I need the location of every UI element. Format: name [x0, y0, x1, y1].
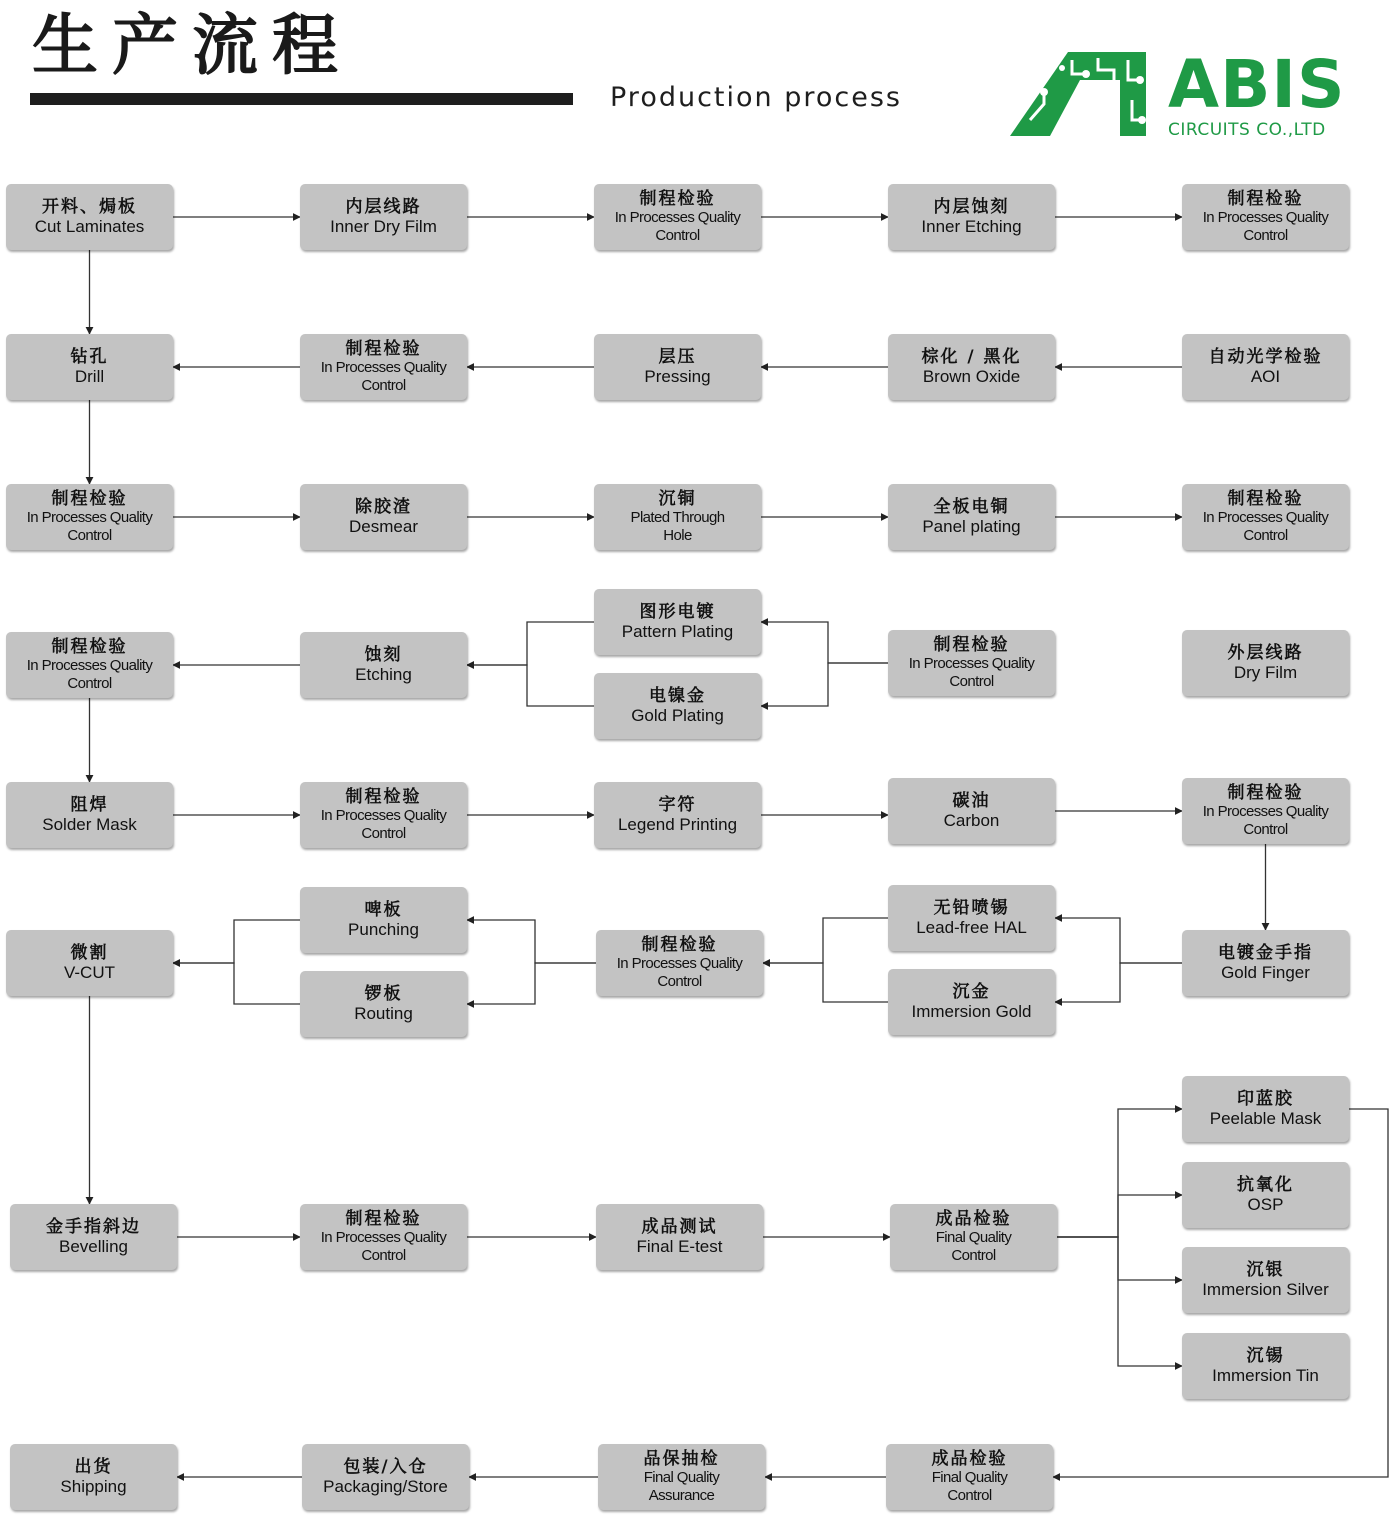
step-label-en: In Processes Quality Control — [614, 209, 741, 244]
flow-arrow-ipqc7-to-pattern — [761, 622, 888, 663]
step-label-en: Gold Finger — [1221, 963, 1310, 982]
process-step-immtin — [1182, 1333, 1349, 1399]
page-title-english: Production process — [610, 82, 902, 113]
step-label-cn: 成品测试 — [641, 1217, 718, 1237]
process-step-bevel — [10, 1204, 177, 1270]
flow-arrow-ipqc10-to-routing — [467, 963, 596, 1004]
step-label-cn: 棕化 / 黑化 — [921, 347, 1022, 367]
process-step-fqc2 — [886, 1444, 1053, 1510]
process-step-hal — [888, 885, 1055, 951]
step-label-en: In Processes Quality Control — [616, 955, 743, 990]
step-label-en: Final Quality Assurance — [643, 1469, 720, 1504]
step-label-en: In Processes Quality Control — [1202, 509, 1329, 544]
step-label-cn: 金手指斜边 — [46, 1217, 141, 1237]
step-label-en: Shipping — [60, 1477, 127, 1496]
step-label-en: Solder Mask — [42, 815, 137, 834]
step-label-cn: 制程检验 — [51, 489, 128, 509]
process-step-ipqc6 — [6, 632, 173, 698]
step-label-en: Peelable Mask — [1209, 1109, 1322, 1128]
step-label-en: In Processes Quality Control — [26, 657, 153, 692]
step-label-cn: 字符 — [658, 795, 697, 815]
step-label-en: Immersion Gold — [911, 1002, 1032, 1021]
flow-arrow-goldplate-to-etching — [467, 665, 594, 706]
flow-arrow-punching-to-vcut — [173, 920, 300, 963]
step-label-cn: 制程检验 — [1227, 189, 1304, 209]
step-label-en: Packaging/Store — [323, 1477, 448, 1496]
step-label-cn: 微割 — [70, 943, 109, 963]
process-step-inneretch — [888, 184, 1055, 250]
process-step-shipping — [10, 1444, 177, 1510]
step-label-cn: 开料、焗板 — [42, 197, 137, 217]
step-label-en: Etching — [355, 665, 412, 684]
process-step-punching — [300, 887, 467, 953]
process-step-outerfilm — [1182, 630, 1349, 696]
flow-arrow-goldfinger-to-immgold — [1055, 963, 1182, 1002]
step-label-cn: 制程检验 — [345, 339, 422, 359]
process-step-ipqc10 — [596, 930, 763, 996]
step-label-cn: 阻焊 — [70, 795, 109, 815]
step-label-cn: 锣板 — [364, 984, 403, 1004]
step-label-en: In Processes Quality Control — [320, 359, 447, 394]
process-step-ipqc1 — [594, 184, 761, 250]
step-label-en: Lead-free HAL — [916, 918, 1027, 937]
step-label-en: Pressing — [644, 367, 711, 386]
step-label-en: OSP — [1247, 1195, 1284, 1214]
step-label-cn: 内层线路 — [345, 197, 422, 217]
process-step-vcut — [6, 930, 173, 996]
step-label-en: Inner Dry Film — [330, 217, 437, 236]
process-step-etest — [596, 1204, 763, 1270]
flow-arrow-goldfinger-to-hal — [1055, 918, 1182, 963]
step-label-cn: 成品检验 — [935, 1209, 1012, 1229]
step-label-en: In Processes Quality Control — [320, 807, 447, 842]
process-step-packaging — [302, 1444, 469, 1510]
step-label-en: Desmear — [349, 517, 418, 536]
step-label-cn: 制程检验 — [345, 787, 422, 807]
step-label-en: In Processes Quality Control — [320, 1229, 447, 1264]
step-label-cn: 除胶渣 — [355, 497, 412, 517]
process-step-osp — [1182, 1162, 1349, 1228]
process-step-fqa — [598, 1444, 765, 1510]
step-label-cn: 抗氧化 — [1237, 1175, 1294, 1195]
process-step-carbon — [888, 778, 1055, 844]
step-label-cn: 包装/入仓 — [343, 1457, 428, 1477]
process-step-aoi — [1182, 334, 1349, 400]
step-label-cn: 制程检验 — [345, 1209, 422, 1229]
step-label-en: Dry Film — [1233, 663, 1298, 682]
step-label-cn: 制程检验 — [641, 935, 718, 955]
page-title-chinese: 生产流程 — [32, 7, 352, 84]
flow-arrow-fqc1-to-immsilver — [1057, 1237, 1182, 1280]
process-step-goldfinger — [1182, 930, 1349, 996]
step-label-en: Drill — [74, 367, 105, 386]
flow-arrow-ipqc7-to-goldplate — [761, 663, 888, 706]
step-label-en: Legend Printing — [617, 815, 738, 834]
step-label-en: Punching — [348, 920, 419, 939]
step-label-cn: 沉铜 — [658, 489, 697, 509]
step-label-cn: 全板电铜 — [933, 497, 1010, 517]
process-step-soldermask — [6, 782, 173, 848]
step-label-cn: 印蓝胶 — [1237, 1089, 1294, 1109]
flow-arrow-fqc1-to-osp — [1057, 1195, 1182, 1237]
step-label-cn: 内层蚀刻 — [933, 197, 1010, 217]
step-label-en: Final Quality Control — [931, 1469, 1008, 1504]
step-label-cn: 品保抽检 — [643, 1449, 720, 1469]
step-label-cn: 制程检验 — [933, 635, 1010, 655]
step-label-cn: 图形电镀 — [639, 602, 716, 622]
process-step-ipqc7 — [888, 630, 1055, 696]
process-step-ipqc2 — [1182, 184, 1349, 250]
process-step-legend — [594, 782, 761, 848]
step-label-cn: 啤板 — [364, 900, 403, 920]
step-label-cn: 碳油 — [952, 791, 991, 811]
process-step-ipqc11 — [300, 1204, 467, 1270]
process-step-immgold — [888, 969, 1055, 1035]
process-step-desmear — [300, 484, 467, 550]
step-label-en: Immersion Tin — [1212, 1366, 1319, 1385]
process-step-etching — [300, 632, 467, 698]
step-label-cn: 制程检验 — [639, 189, 716, 209]
step-label-cn: 沉锡 — [1246, 1346, 1285, 1366]
process-step-fqc1 — [890, 1204, 1057, 1270]
process-step-pth — [594, 484, 761, 550]
flow-arrow-immgold-to-ipqc10 — [763, 963, 888, 1002]
process-step-panel — [888, 484, 1055, 550]
process-step-ipqc9 — [1182, 778, 1349, 844]
step-label-en: Final Quality Control — [935, 1229, 1012, 1264]
process-step-routing — [300, 971, 467, 1037]
step-label-en: In Processes Quality Control — [1202, 803, 1329, 838]
step-label-cn: 外层线路 — [1227, 643, 1304, 663]
flow-arrow-pattern-to-etching — [467, 622, 594, 665]
step-label-en: Plated Through Hole — [630, 509, 725, 544]
step-label-en: Inner Etching — [921, 217, 1022, 236]
step-label-en: Carbon — [943, 811, 1000, 830]
step-label-cn: 沉银 — [1246, 1260, 1285, 1280]
step-label-en: V-CUT — [64, 963, 115, 982]
process-step-innerfilm — [300, 184, 467, 250]
logo-wordmark: ABIS — [1168, 46, 1346, 123]
flow-arrow-fqc1-to-peelable — [1057, 1109, 1182, 1237]
step-label-cn: 电镍金 — [649, 686, 706, 706]
logo-company-name: CIRCUITS CO.,LTD — [1168, 120, 1326, 140]
process-step-brown — [888, 334, 1055, 400]
step-label-en: Bevelling — [59, 1237, 128, 1256]
process-step-goldplate — [594, 673, 761, 739]
flow-arrow-routing-to-vcut — [173, 963, 300, 1004]
process-step-ipqc8 — [300, 782, 467, 848]
step-label-cn: 沉金 — [952, 982, 991, 1002]
step-label-cn: 制程检验 — [1227, 489, 1304, 509]
step-label-en: Final E-test — [636, 1237, 723, 1256]
step-label-en: Immersion Silver — [1202, 1280, 1329, 1299]
process-step-ipqc4 — [6, 484, 173, 550]
step-label-cn: 层压 — [658, 347, 697, 367]
step-label-cn: 蚀刻 — [364, 645, 403, 665]
step-label-cn: 钻孔 — [70, 347, 109, 367]
process-step-ipqc3 — [300, 334, 467, 400]
step-label-cn: 制程检验 — [51, 637, 128, 657]
step-label-en: Pattern Plating — [621, 622, 734, 641]
step-label-en: Brown Oxide — [922, 367, 1021, 386]
process-step-ipqc5 — [1182, 484, 1349, 550]
step-label-cn: 出货 — [74, 1457, 113, 1477]
step-label-en: In Processes Quality Control — [908, 655, 1035, 690]
process-step-pattern — [594, 589, 761, 655]
step-label-cn: 自动光学检验 — [1208, 347, 1323, 367]
process-step-cut — [6, 184, 173, 250]
step-label-en: Gold Plating — [631, 706, 724, 725]
step-label-en: Panel plating — [922, 517, 1021, 536]
step-label-en: Cut Laminates — [34, 217, 145, 236]
step-label-en: AOI — [1250, 367, 1281, 386]
flow-arrow-hal-to-ipqc10 — [763, 918, 888, 963]
step-label-en: Routing — [354, 1004, 413, 1023]
process-step-drill — [6, 334, 173, 400]
step-label-cn: 成品检验 — [931, 1449, 1008, 1469]
process-step-pressing — [594, 334, 761, 400]
step-label-en: In Processes Quality Control — [26, 509, 153, 544]
step-label-cn: 无铅喷锡 — [933, 898, 1010, 918]
step-label-cn: 制程检验 — [1227, 783, 1304, 803]
flow-arrow-ipqc10-to-punching — [467, 920, 596, 963]
process-step-immsilver — [1182, 1247, 1349, 1313]
step-label-en: In Processes Quality Control — [1202, 209, 1329, 244]
step-label-cn: 电镀金手指 — [1218, 943, 1313, 963]
flow-arrow-fqc1-to-immtin — [1057, 1237, 1182, 1366]
process-step-peelable — [1182, 1076, 1349, 1142]
